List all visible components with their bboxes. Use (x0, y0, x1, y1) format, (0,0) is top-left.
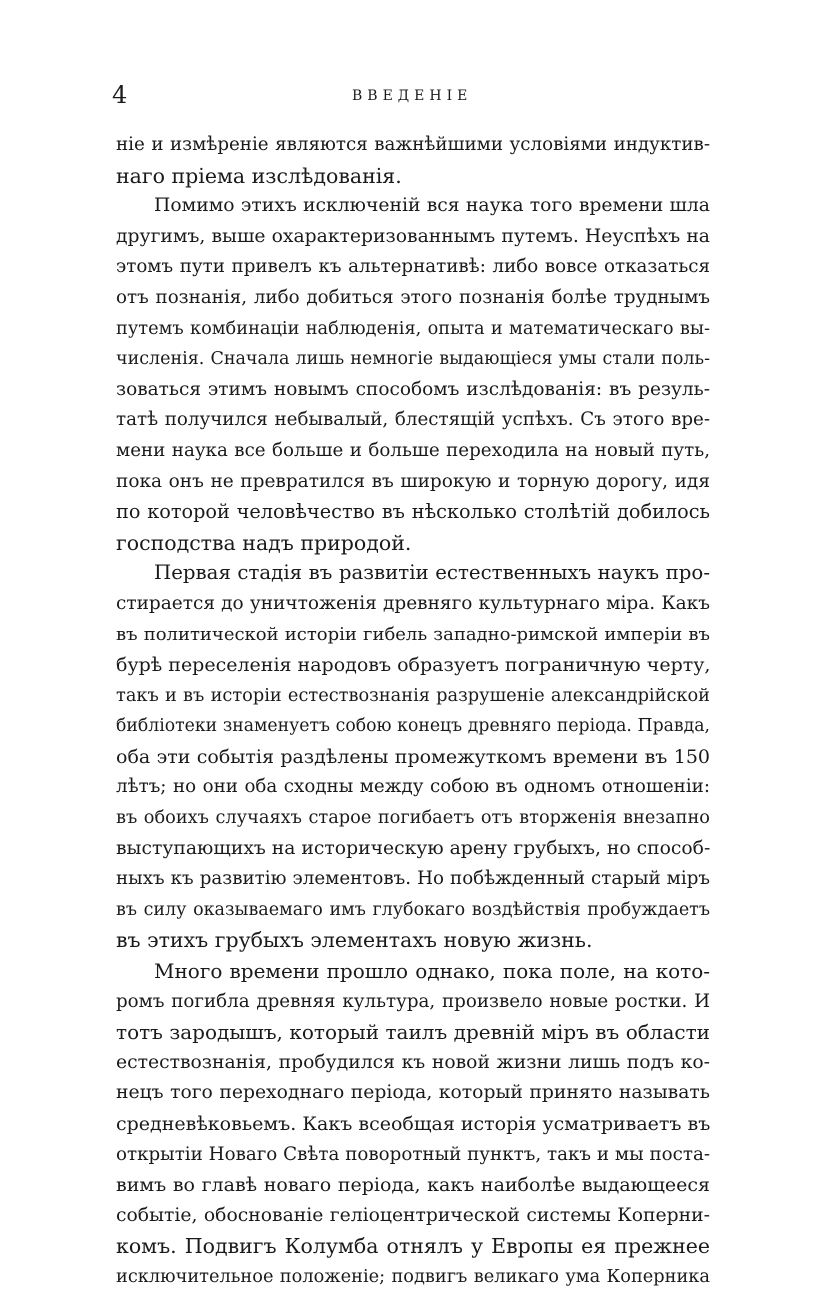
text-line: другимъ, выше охарактеризованнымъ путемъ. Неуспѣхъ на (116, 225, 710, 247)
text-line: по которой человѣчество въ нѣсколько столѣтій добилось (116, 500, 710, 524)
text-line: выступающихъ на историческую арену грубыхъ, но способ- (116, 837, 710, 859)
text-line: такъ и въ исторіи естествознанія разрушеніе александрійской (116, 685, 710, 706)
text-line: естествознанія, пробудился къ новой жизни лишь подъ ко- (116, 1051, 710, 1073)
page-header (112, 80, 708, 110)
text-line: Помимо этихъ исключеній вся наука того времени шла (154, 195, 710, 217)
text-line: пока онъ не превратился въ широкую и торную дорогу, идя (116, 470, 710, 492)
text-line: ныхъ къ развитію элементовъ. Но побѣжденный старый міръ (116, 868, 710, 890)
text-line: въ политической исторіи гибель западно-римской имперіи въ (116, 623, 710, 645)
text-line: ромъ погибла древняя культура, произвело новые ростки. И (116, 990, 710, 1012)
text-line: лѣтъ; но они оба сходны между собою въ одномъ отношеніи: (116, 776, 710, 798)
text-line: въ этихъ грубыхъ элементахъ новую жизнь. (116, 928, 593, 953)
text-line: тотъ зародышъ, который таилъ древній міръ въ области (116, 1020, 710, 1045)
text-line: оба эти событія раздѣлены промежуткомъ времени въ 150 (116, 745, 710, 768)
body-text (116, 130, 710, 1293)
text-line: ніе и измѣреніе являются важнѣйшими условіями индуктив- (116, 134, 710, 155)
text-line: бурѣ переселенія народовъ образуетъ пограничную черту, (116, 654, 710, 677)
text-line: путемъ комбинаціи наблюденія, опыта и математическаго вы- (116, 318, 710, 339)
running-title: ВВЕДЕНІЕ (352, 88, 473, 104)
text-line: мени наука все больше и больше переходила на новый путь, (116, 439, 710, 461)
paragraph-3 (116, 558, 710, 956)
text-line: въ силу оказываемаго имъ глубокаго воздѣйствія пробуждаетъ (116, 899, 710, 920)
text-line: средневѣковьемъ. Какъ всеобщая исторія усматриваетъ въ (116, 1113, 710, 1135)
text-line: событіе, обоснованіе геліоцентрической системы Коперни- (116, 1204, 710, 1226)
text-line: Первая стадія въ развитіи естественныхъ наукъ про- (154, 561, 710, 585)
text-line: открытіи Новаго Свѣта поворотный пунктъ, такъ и мы поста- (116, 1143, 710, 1165)
text-line: этомъ пути привелъ къ альтернативѣ: либо вовсе отказаться (116, 256, 710, 278)
text-line: господства надъ природой. (116, 530, 412, 555)
text-line: зоваться этимъ новымъ способомъ изслѣдованія: въ резуль- (116, 378, 710, 400)
paragraph-4 (116, 956, 710, 1293)
text-line: татѣ получился небывалый, блестящій успѣхъ. Съ этого вре- (116, 409, 710, 431)
text-line: комъ. Подвигъ Колумба отнялъ у Европы ея прежнее (116, 1234, 710, 1259)
text-line: нецъ того переходнаго періода, который принято называть (116, 1082, 710, 1104)
text-line: вимъ во главѣ новаго періода, какъ наиболѣе выдающееся (116, 1174, 710, 1197)
text-line: стирается до уничтоженія древняго культурнаго міра. Какъ (116, 592, 710, 614)
text-line: въ обоихъ случаяхъ старое погибаетъ отъ вторженія внезапно (116, 808, 710, 829)
text-line: отъ познанія, либо добиться этого познанія болѣе труднымъ (116, 286, 710, 308)
paragraph-2 (116, 191, 710, 558)
text-line: исключительное положеніе; подвигъ великаго ума Коперника (116, 1266, 710, 1287)
text-line: численія. Сначала лишь немногіе выдающіеся умы стали поль- (116, 349, 710, 370)
text-line: наго пріема изслѣдованія. (116, 163, 402, 188)
text-line: Много времени прошло однако, пока поле, на кото- (154, 959, 710, 984)
text-line: библіотеки знаменуетъ собою конецъ древняго періода. Правда, (116, 716, 710, 737)
page-number: 4 (112, 81, 128, 109)
paragraph-1 (116, 130, 710, 191)
